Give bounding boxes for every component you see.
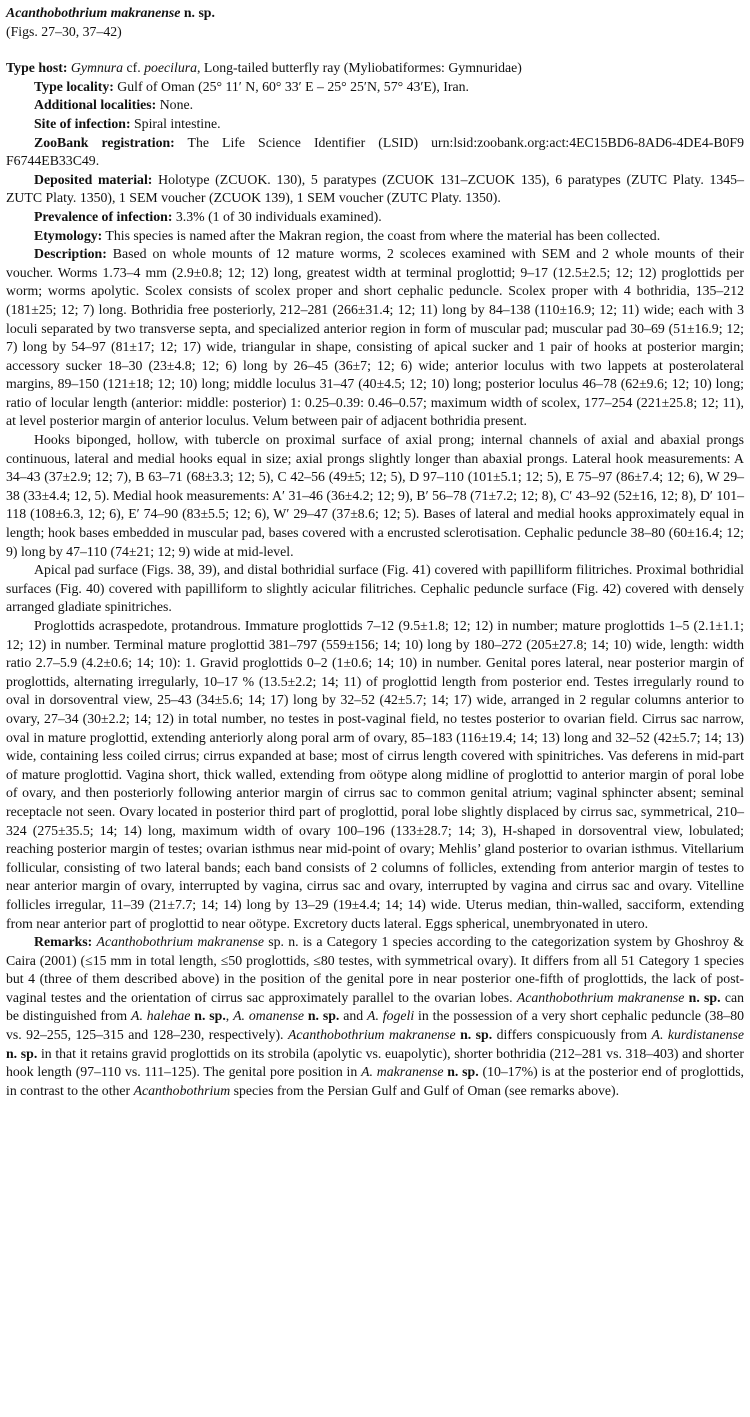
type-host-genus: Gymnura — [70, 60, 124, 76]
proglottids-paragraph: Proglottids acraspedote, protandrous. Immature proglottids 7–12 (9.5±1.8; 12; 12) in number; mature proglottids 1–5 (2.1±1.1; 12; 12) in number. Terminal mature proglottid 381–797 (559±156; 14; 10) long by 180–272 (205±27.8; 14; 10) wide, length: width ratio 2.7–5.9 (4.2±0.6; 14; 10): 1. Gravid proglottids 0–2 (1±0.6; 14; 10) in number. Genital pores lateral, near posterior margin of proglottids, alternating irregularly, 10–17 % (13.5±2.2; 14; 11) of proglottid length from posterior end. Testes irregularly round to oval in dorsoventral view, 25–43 (34±5.6; 14; 17) long by 32–52 (42±5.7; 14; 17) wide, arranged in 2 regular columns anterior to ovary, 27–34 (30±2.2; 14; 12) in total number, no testes in post-vaginal field, no testes posterior to ovarian field. Cirrus sac narrow, oval in mature proglottid, extending anteriorly along poral arm of ovary, 85–183 (116±19.4; 14; 13) long and 32–52 (42±5.7; 14; 13) wide, containing less coiled cirrus; cirrus expanded at base; most of cirrus length covered with spinitriches. Vas deferens in mid-part of mature proglottid. Vagina short, thick walled, extending from oötype along midline of proglottid to anterior margin of poral lobe of ovary, and then posteriorly following anterior margin of cirrus sac to common genital atrium; vaginal sphincter absent; seminal receptacle not seen. Ovary located in posterior third part of proglottid, poral lobe slightly displaced by cirrus sac, symmetrical, 210–324 (275±35.5; 14; 14) long, maximum width of ovary 100–196 (133±28.7; 14; 3), H-shaped in dorsoventral view, lobulated; reaching posterior margin of testes; ovarian isthmus near mid-point of ovary; Mehlis’ gland posterior to ovarian isthmus. Vitellarium follicular, consisting of two lateral bands; each band consists of 2 columns of follicles, extending from anterior margin of testes to near anterior margin of ovary, interrupted by vagina, cirrus sac and ovary, interrupted by vagina and cirrus sac and ovary. Vitelline follicles irregular, 11–39 (21±7.7; 14; 14) long by 13–29 (19±4.4; 14; 14) wide. Uterus median, thin-walled, sacciform, extending from near anterior part of proglottid to near oötype. Excretory ducts lateral. Eggs spherical, unembryonated in utero. — [6, 618, 744, 931]
prevalence-label: Prevalence of infection: — [34, 208, 173, 224]
additional-localities-label: Additional localities: — [34, 97, 157, 113]
description-text: Based on whole mounts of 12 mature worms, 2 scoleces examined with SEM and 2 whole mounts of their voucher. Worms 1.73–4 mm (2.9±0.8; 12; 12) long, greatest width at terminal proglottid; 9–17 (12.5±2.5; 12; 12) proglottids per worm; worms apolytic. Scolex consists of scolex proper and short cephalic peduncle. Scolex proper with 4 bothridia, 135–212 (181±25; 12; 7) long. Bothridia free posteriorly, 212–281 (266±31.4; 12; 11) long by 84–138 (110±16.9; 12; 11) wide; each with 3 loculi separated by two transverse septa, and specialized anterior region in form of muscular pad; muscular pad 30–69 (51±16.9; 12; 7) long by 54–97 (81±17; 12; 17) wide, triangular in shape, consisting of apical sucker and 1 pair of hooks at posterior margin; accessory sucker 18–30 (23±4.8; 12; 6) long by 26–45 (36±7; 12; 6) wide; anterior loculus with two lappets at posterolateral margins, 89–150 (121±18; 12; 10) long; middle loculus 31–47 (40±4.5; 12; 10) long; posterior loculus 46–78 (62±9.6; 12; 10) long; ratio of locular length (anterior: middle: posterior) 1: 0.25–0.39: 0.46–0.57; maximum width of scolex, 177–254 (221±25.8; 12; 11), at level posterior margin of anterior loculus. Velum between pair of adjacent bothridia present. — [6, 246, 744, 429]
remarks-text-1: sp. n. is a Category 1 species according to the categorization system by Ghoshroy & Caira (2001) (≤15 mm in total length, ≤50 proglottids, ≤80 testes, with symmetrical ovary). It differs from all 51 Category 1 species but 4 (three of them described above) in the position of the genital pore in near posterior one-fifth of proglottids, the lack of post-vaginal testes and the orientation of cirrus sac approximately parallel to the ovarian lobes. — [6, 934, 744, 1005]
type-host-cf: cf. — [123, 60, 145, 76]
remarks-species-1: Acanthobothrium makranense — [96, 934, 265, 950]
type-locality-label: Type locality: — [34, 78, 114, 94]
figure-reference: (Figs. 27–30, 37–42) — [6, 23, 122, 39]
remarks-and: and — [339, 1008, 368, 1024]
type-host-label: Type host: — [6, 60, 68, 76]
type-locality — [6, 78, 744, 97]
zoobank-text: The Life Science Identifier (LSID) urn:lsid:zoobank.org:act:4EC15BD6-8AD6-4DE4-B0F9 F6744EB33C49. — [6, 134, 744, 169]
remarks-comma: , — [225, 1008, 234, 1024]
site-of-infection-label: Site of infection: — [34, 115, 131, 131]
type-host-text: , Long-tailed butterfly ray (Myliobatiformes: Gymnuridae) — [197, 60, 522, 76]
remarks-species-3: Acanthobothrium makranense — [287, 1027, 456, 1043]
prevalence-text: 3.3% (1 of 30 individuals examined). — [172, 208, 382, 224]
remarks-kurdistanense: A. kurdistanense — [651, 1027, 744, 1043]
site-of-infection — [6, 115, 744, 134]
remarks-nsp-2: n. sp. — [684, 989, 721, 1005]
additional-localities — [6, 96, 744, 115]
remarks — [6, 933, 744, 1100]
species-title — [6, 4, 744, 23]
zoobank-registration — [6, 134, 744, 171]
remarks-halehae: A. halehae — [131, 1008, 191, 1024]
type-locality-text: Gulf of Oman (25° 11′ N, 60° 33′ E – 25° 25′N, 57° 43′E), Iran. — [113, 78, 469, 94]
hooks-paragraph: Hooks biponged, hollow, with tubercle on proximal surface of axial prong; internal channels of axial and abaxial prongs continuous, lateral and medial hooks equal in size; axial prongs slightly longer than abaxial prongs. Lateral hook measurements: A 34–43 (37±2.9; 12; 7), B 63–71 (68±3.3; 12; 5), C 42–56 (49±5; 12; 5), D 97–110 (101±5.1; 12; 5), E 75–97 (86±7.4; 12; 6), W 29–38 (33±4.4; 12, 5). Medial hook measurements: A′ 31–46 (36±4.2; 12; 9), B′ 56–78 (71±7.2; 12; 8), C′ 43–92 (52±16, 12; 8), D′ 101–118 (108±6.3, 12; 6), E′ 74–90 (83±5.5; 12; 6), W′ 29–47 (37±8.6; 12; 5). Bases of lateral and medial hooks approximately equal in length; hook bases embedded in muscular pad, bases covered with a encrusted sclerotisation. Cephalic peduncle 38–80 (60±16.4; 12; 9) long by 47–110 (74±21; 12; 9) wide at mid-level. — [6, 432, 744, 559]
site-of-infection-text: Spiral intestine. — [130, 115, 221, 131]
remarks-label: Remarks: — [34, 934, 93, 950]
type-host-species: poecilura — [144, 60, 197, 76]
remarks-text-2: can be distinguished from — [6, 989, 744, 1024]
deposited-text: Holotype (ZCUOK. 130), 5 paratypes (ZCUOK 131–ZCUOK 135), 6 paratypes (ZUTC Platy. 1345–ZUTC Platy. 1350), 1 SEM voucher (ZCUOK 139), 1 SEM voucher (ZUTC Platy. 1350). — [6, 171, 744, 206]
remarks-omanense: A. omanense — [233, 1008, 305, 1024]
remarks-fogeli: A. fogeli — [367, 1008, 415, 1024]
remarks-genus: Acanthobothrium — [133, 1082, 231, 1098]
deposited-label: Deposited material: — [34, 171, 153, 187]
deposited-material — [6, 171, 744, 208]
remarks-text-3: differs conspicuously from — [492, 1027, 652, 1043]
prevalence — [6, 208, 744, 227]
remarks-halehae-nsp: n. sp. — [190, 1008, 226, 1024]
species-status: n. sp. — [180, 5, 215, 20]
additional-localities-text: None. — [156, 97, 194, 113]
remarks-text-2-tail: in the possession of a very short cephalic peduncle (38–80 vs. 92–255, 125–315 and 128–230, respectively). — [6, 1008, 744, 1043]
remarks-text-3-tail: in that it retains gravid proglottids on its strobila (apolytic vs. euapolytic), shorter bothridia (212–281 vs. 318–403) and shorter hook length (97–110 vs. 111–125). The genital pore position in — [6, 1045, 744, 1080]
type-host — [6, 59, 744, 78]
description — [6, 245, 744, 431]
surfaces-paragraph: Apical pad surface (Figs. 38, 39), and distal bothridial surface (Fig. 41) covered with papilliform filitriches. Proximal bothridial surfaces (Fig. 40) covered with papilliform to slightly acicular filitriches. Cephalic peduncle surface (Fig. 42) covered with densely arranged gladiate spinitriches. — [6, 562, 744, 615]
remarks-kurdistanense-nsp: n. sp. — [6, 1045, 38, 1061]
remarks-text-4-tail: species from the Persian Gulf and Gulf of Oman (see remarks above). — [230, 1082, 620, 1098]
zoobank-label: ZooBank registration: — [34, 134, 175, 150]
remarks-text-4: (10–17%) is at the posterior end of proglottids, in contrast to the other — [6, 1064, 745, 1098]
remarks-nsp-3: n. sp. — [455, 1027, 493, 1043]
etymology — [6, 227, 744, 246]
etymology-label: Etymology: — [34, 227, 103, 243]
remarks-nsp-4: n. sp. — [443, 1064, 479, 1080]
remarks-species-2: Acanthobothrium makranense — [516, 989, 685, 1005]
etymology-text: This species is named after the Makran region, the coast from where the material has been collected. — [102, 227, 661, 243]
species-name: Acanthobothrium makranense — [6, 5, 181, 20]
description-label: Description: — [34, 246, 107, 262]
remarks-omanense-nsp: n. sp. — [304, 1008, 340, 1024]
remarks-species-4: A. makranense — [361, 1064, 444, 1080]
